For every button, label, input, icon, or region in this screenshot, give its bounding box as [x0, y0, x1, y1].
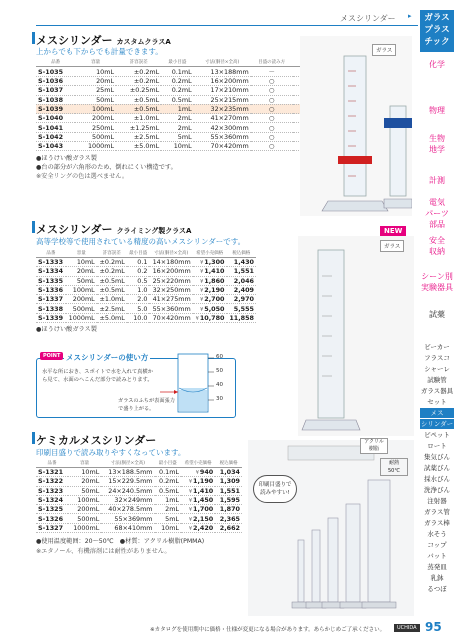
cell-price	[181, 477, 215, 486]
sidebar-subitem-14[interactable]: 注射器	[427, 497, 447, 505]
cell-code: S-1041	[36, 123, 75, 132]
section1-subtitle: カスタムクラスA	[116, 38, 171, 46]
cell-min: 10.0	[127, 313, 150, 322]
table-row	[36, 295, 256, 304]
header-rule	[36, 25, 418, 26]
cell-dim: 13×188.5mm	[101, 468, 154, 477]
cell-cap: 500mL	[68, 514, 101, 523]
cell-tax: 2,662	[215, 523, 242, 532]
section2-subtitle: クライミング製クラスA	[116, 227, 192, 235]
cell-min: 0.5	[127, 276, 150, 285]
callout-bubble	[253, 475, 297, 503]
cell-min: 1mL	[161, 104, 193, 113]
col2-tolerance: 許容誤差	[97, 249, 127, 258]
cell-tax: 1,595	[215, 495, 242, 504]
point-note: ガラスのふちが表面張力で盛り上がる。	[118, 398, 175, 412]
sidebar-subitem-6[interactable]: メス	[420, 408, 454, 418]
col-min-scale: 最小目盛	[161, 58, 193, 67]
sidebar-subitem-16[interactable]: ガラス棒	[424, 519, 450, 527]
cell-min: 1mL	[155, 495, 181, 504]
sidebar-subitem-5[interactable]: セット	[427, 398, 447, 406]
yen-symbol: ¥	[195, 315, 199, 322]
yen-symbol: ¥	[200, 269, 204, 276]
cell-read: ○	[251, 104, 293, 113]
sidebar-item-0[interactable]: 化学	[429, 60, 445, 69]
table-row	[36, 313, 256, 322]
cell-min: 5.0	[127, 304, 150, 313]
footer-note: ※カタログを使用期中に価格・仕様が変更になる場合があります。あらかじめご了承ください。	[150, 627, 386, 633]
col2-dimensions: 寸法(胴径×全高)	[149, 249, 192, 258]
cell-tol: ±0.5mL	[97, 285, 127, 294]
cell-value-price: 2,420	[193, 523, 214, 532]
cell-tol: ±2.5mL	[97, 304, 127, 313]
table-row	[36, 267, 256, 276]
col2-code: 品番	[36, 249, 66, 258]
yen-symbol: ¥	[195, 470, 199, 477]
cell-cap: 100mL	[66, 285, 97, 294]
cell-tax: 1,870	[215, 505, 242, 514]
table-row	[36, 523, 242, 532]
brand-logo: UCHIDA	[394, 624, 420, 632]
sidebar-subitem-8[interactable]: ピペット	[424, 431, 450, 439]
category-sidebar	[420, 10, 454, 622]
section1-title-text: メスシリンダー	[36, 34, 113, 47]
sidebar-subitem-19[interactable]: バット	[427, 552, 447, 560]
yen-symbol: ¥	[188, 488, 192, 495]
cell-code: S-1333	[36, 258, 66, 267]
cell-tol: ±0.2mL	[97, 258, 127, 267]
cell-value-price: 1,450	[193, 496, 214, 505]
sidebar-item-11[interactable]: 実験器具	[421, 283, 453, 292]
cell-tol: ±5.0mL	[116, 142, 161, 151]
cell-cap: 20mL	[75, 77, 116, 86]
sidebar-subitem-0[interactable]: ビーカー	[424, 343, 450, 351]
sidebar-header[interactable]	[420, 10, 454, 52]
col2-min-scale: 最小目盛	[127, 249, 150, 258]
cell-code: S-1035	[36, 67, 75, 77]
col3-tax-price: 税込価格	[215, 459, 242, 468]
cell-cap: 10mL	[68, 468, 101, 477]
cell-read: ○	[251, 95, 293, 104]
cell-price	[193, 258, 227, 267]
cell-read: ○	[251, 86, 293, 95]
cell-code: S-1040	[36, 114, 75, 123]
cell-min: 0.2mL	[161, 77, 193, 86]
sidebar-item-6[interactable]: パーツ	[425, 209, 449, 218]
cell-price	[181, 514, 215, 523]
cell-value-price: 5,050	[204, 304, 225, 313]
cell-tol: ±0.2mL	[97, 267, 127, 276]
acrylic-label	[360, 438, 388, 454]
sidebar-item-12[interactable]: 試薬	[429, 310, 445, 319]
cell-code: S-1327	[36, 523, 68, 532]
cell-price	[181, 468, 215, 477]
table-row	[36, 505, 242, 514]
cell-tol: ±0.2mL	[116, 77, 161, 86]
cell-tol: ±1.0mL	[116, 114, 161, 123]
cell-price	[181, 495, 215, 504]
sidebar-subitem-10[interactable]: 集気びん	[424, 453, 450, 461]
yen-symbol: ¥	[200, 288, 204, 295]
cell-code: S-1325	[36, 505, 68, 514]
cell-code: S-1039	[36, 104, 75, 113]
cell-tol: ±0.5mL	[97, 276, 127, 285]
cell-cap: 10mL	[66, 258, 97, 267]
cell-cap: 50mL	[66, 276, 97, 285]
cell-tol: ±2.5mL	[116, 132, 161, 141]
cell-price	[181, 523, 215, 532]
cell-min: 0.1mL	[155, 468, 181, 477]
table-row	[36, 495, 242, 504]
sidebar-subitem-18[interactable]: コップ	[427, 541, 447, 549]
cell-cap: 50mL	[75, 95, 116, 104]
sidebar-subitem-20[interactable]: 蒸発皿	[427, 563, 447, 571]
section1-note-1: ●ほうけい酸ガラス製	[36, 155, 97, 162]
sidebar-subitem-15[interactable]: ガラス管	[424, 508, 450, 516]
section1-bar	[32, 32, 35, 44]
cell-dim: 16×200mm	[149, 267, 192, 276]
cell-dim: 32×250mm	[149, 285, 192, 294]
section2-note-1: ●ほうけい酸ガラス製	[36, 326, 97, 333]
sidebar-subitem-4[interactable]: ガラス器具	[420, 387, 454, 395]
cell-price	[193, 304, 227, 313]
cell-read: ○	[251, 77, 293, 86]
sidebar-subitem-9[interactable]: ロート	[427, 442, 447, 450]
header-arrow-icon: ▸	[408, 12, 412, 20]
scale-label-50: 50	[216, 368, 223, 374]
table-row	[36, 468, 242, 477]
cell-tax: 1,551	[215, 486, 242, 495]
section3-bar	[32, 432, 35, 444]
section2-photo-label: ガラス	[380, 240, 404, 252]
cell-code: S-1338	[36, 304, 66, 313]
graduated-cylinder-photo-2	[298, 236, 414, 436]
page-number: 95	[425, 620, 442, 634]
cell-tax: 1,034	[215, 468, 242, 477]
acrylic-label-line1: アクリル	[364, 439, 384, 445]
cell-dim: 15×229.5mm	[101, 477, 154, 486]
sidebar-header-line1: ガラス	[424, 13, 450, 23]
cell-code: S-1324	[36, 495, 68, 504]
cell-dim: 32×249mm	[101, 495, 154, 504]
scale-label-30: 30	[216, 396, 223, 402]
cell-code: S-1334	[36, 267, 66, 276]
cell-code: S-1043	[36, 142, 75, 151]
yen-symbol: ¥	[200, 306, 204, 313]
cell-min: 0.5mL	[155, 486, 181, 495]
cell-cap: 100mL	[68, 495, 101, 504]
cell-cap: 200mL	[75, 114, 116, 123]
section2-title	[36, 221, 191, 237]
cell-tax: 5,555	[227, 304, 257, 313]
cell-dim: 55×360mm	[149, 304, 192, 313]
heat-resistance-label	[380, 458, 408, 476]
cell-value-price: 1,190	[193, 477, 214, 486]
table-row	[36, 514, 242, 523]
sidebar-subitem-3[interactable]: 試験管	[427, 376, 447, 384]
callout-line1: 印刷目盛りで	[258, 482, 292, 488]
point-badge: POINT	[40, 352, 63, 360]
cell-code: S-1037	[36, 86, 75, 95]
cell-value-price: 1,410	[193, 486, 214, 495]
col-code: 品番	[36, 58, 75, 67]
section2-table	[36, 249, 256, 323]
cell-tol: ±0.25mL	[116, 86, 161, 95]
cell-read: －	[251, 67, 293, 77]
section1-photo-label: ガラス	[372, 44, 396, 56]
section3-title: ケミカルメスシリンダー	[36, 434, 157, 447]
cell-cap: 50mL	[68, 486, 101, 495]
cell-value-price: 1,860	[204, 276, 225, 285]
sidebar-header-line3: チック	[424, 37, 450, 47]
cell-code: S-1339	[36, 313, 66, 322]
cell-code: S-1322	[36, 477, 68, 486]
cell-tax: 1,309	[215, 477, 242, 486]
cell-cap: 1000mL	[66, 313, 97, 322]
cell-code: S-1326	[36, 514, 68, 523]
cell-min: 10mL	[155, 523, 181, 532]
col-tolerance: 許容誤差	[116, 58, 161, 67]
header-title: メスシリンダー	[340, 14, 396, 23]
cell-price	[193, 267, 227, 276]
cell-cap: 25mL	[75, 86, 116, 95]
yen-symbol: ¥	[200, 260, 204, 267]
section1-note-3: ※安全リングの色は選べません。	[36, 173, 129, 180]
cell-read: ○	[251, 114, 293, 123]
cell-code: S-1337	[36, 295, 66, 304]
section2-bar	[32, 221, 35, 233]
cell-read: ○	[251, 123, 293, 132]
col3-dimensions: 寸法(胴径×全高)	[101, 459, 154, 468]
cell-price	[193, 276, 227, 285]
cell-price	[193, 313, 227, 322]
cell-value-price: 2,150	[193, 514, 214, 523]
cell-cap: 500mL	[66, 304, 97, 313]
cell-dim: 24×240.5mm	[101, 486, 154, 495]
section3-tagline: 印刷目盛りで読み取りやすくなっています。	[36, 448, 186, 457]
cell-cap: 1000mL	[75, 142, 116, 151]
cell-cap: 100mL	[75, 104, 116, 113]
yen-symbol: ¥	[200, 278, 204, 285]
sidebar-item-8[interactable]: 安全	[429, 236, 445, 245]
cell-value-price: 1,700	[193, 505, 214, 514]
cell-value-price: 940	[199, 468, 214, 477]
sidebar-item-7[interactable]: 部品	[429, 220, 445, 229]
cell-cap: 200mL	[68, 505, 101, 514]
cell-dim: 68×410mm	[101, 523, 154, 532]
cell-dim: 41×275mm	[149, 295, 192, 304]
sidebar-subitem-17[interactable]: 水そう	[427, 530, 447, 538]
col3-price: 希望小売価格	[181, 459, 215, 468]
section3-note-2: ※エタノール、有機溶剤には耐性がありません。	[36, 548, 171, 555]
callout-line2: 読みやすい!	[260, 490, 290, 496]
cell-cap: 500mL	[75, 132, 116, 141]
meniscus-diagram	[160, 352, 238, 414]
heat-label-line1: 耐熱	[388, 460, 399, 466]
cell-dim: 55×360mm	[194, 132, 251, 141]
cell-read: ○	[251, 132, 293, 141]
cell-tax: 2,970	[227, 295, 257, 304]
cell-min: 0.1mL	[161, 67, 193, 77]
cell-min: 5mL	[155, 514, 181, 523]
cell-tax: 11,858	[227, 313, 257, 322]
cell-tol: ±1.0mL	[97, 295, 127, 304]
scale-label-40: 40	[216, 382, 223, 388]
cell-value-price: 1,410	[204, 267, 225, 276]
col-capacity: 容量	[75, 58, 116, 67]
cell-cap: 20mL	[66, 267, 97, 276]
col3-code: 品番	[36, 459, 68, 468]
cell-tax: 2,046	[227, 276, 257, 285]
sidebar-item-9[interactable]: 収納	[429, 247, 445, 256]
table-row	[36, 258, 256, 267]
cell-price	[193, 295, 227, 304]
cell-min: 2.0	[127, 295, 150, 304]
cell-cap: 10mL	[75, 67, 116, 77]
point-title: メスシリンダーの使い方	[66, 353, 149, 362]
cell-price	[193, 285, 227, 294]
sidebar-item-2[interactable]: 生物	[429, 134, 445, 143]
yen-symbol: ¥	[188, 498, 192, 505]
cell-code: S-1042	[36, 132, 75, 141]
cell-value-price: 1,300	[204, 258, 225, 267]
cell-code: S-1336	[36, 285, 66, 294]
cell-min: 1.0	[127, 285, 150, 294]
cell-tol: ±1.25mL	[116, 123, 161, 132]
cell-dim: 32×235mm	[194, 104, 251, 113]
cell-min: 2mL	[161, 114, 193, 123]
cell-min: 0.5mL	[161, 95, 193, 104]
col2-price: 希望小売価格	[193, 249, 227, 258]
cell-dim: 70×420mm	[149, 313, 192, 322]
cell-code: S-1335	[36, 276, 66, 285]
cell-tax: 1,551	[227, 267, 257, 276]
cell-tax: 2,365	[215, 514, 242, 523]
cell-dim: 42×300mm	[194, 123, 251, 132]
sidebar-subitem-11[interactable]: 試薬びん	[424, 464, 450, 472]
yen-symbol: ¥	[188, 507, 192, 514]
sidebar-item-1[interactable]: 物理	[429, 106, 445, 115]
yen-symbol: ¥	[200, 297, 204, 304]
cell-value-price: 2,190	[204, 286, 225, 295]
section3-note-1: ●使用温度範囲：20～50℃ ●材質：アクリル樹脂(PMMA)	[36, 538, 205, 545]
table-row	[36, 285, 256, 294]
cell-dim: 13×188mm	[194, 67, 251, 77]
table-row	[36, 276, 256, 285]
cell-tol: ±0.2mL	[116, 67, 161, 77]
cell-price	[181, 486, 215, 495]
cell-dim: 40×278.5mm	[101, 505, 154, 514]
graduated-cylinder-photo-1	[300, 36, 412, 216]
acrylic-label-line2: 樹脂	[368, 446, 379, 452]
sidebar-item-3[interactable]: 地学	[429, 145, 445, 154]
cell-cap: 200mL	[66, 295, 97, 304]
cell-tax: 2,409	[227, 285, 257, 294]
cell-code: S-1038	[36, 95, 75, 104]
sidebar-subitem-13[interactable]: 洗浄びん	[424, 486, 450, 494]
cell-min: 0.2mL	[161, 86, 193, 95]
cell-dim: 17×210mm	[194, 86, 251, 95]
table-row	[36, 304, 256, 313]
table-row	[36, 486, 242, 495]
sidebar-subitem-21[interactable]: 乳鉢	[430, 574, 444, 582]
cell-min: 2mL	[161, 123, 193, 132]
cell-dim: 41×270mm	[194, 114, 251, 123]
col-reading: 目盛の読み方	[251, 58, 293, 67]
cell-code: S-1323	[36, 486, 68, 495]
cell-tol: ±0.5mL	[116, 104, 161, 113]
cell-min: 10mL	[161, 142, 193, 151]
cell-cap: 1000mL	[68, 523, 101, 532]
cell-dim: 70×420mm	[194, 142, 251, 151]
col2-tax-price: 税込価格	[227, 249, 257, 258]
sidebar-subitem-7[interactable]: シリンダー	[420, 420, 454, 428]
cell-min: 0.1	[127, 258, 150, 267]
sidebar-header-line2: プラス	[424, 25, 450, 35]
section3-table	[36, 459, 242, 533]
cell-dim: 25×220mm	[149, 276, 192, 285]
cell-cap: 20mL	[68, 477, 101, 486]
section2-title-text: メスシリンダー	[36, 223, 113, 236]
yen-symbol: ¥	[188, 479, 192, 486]
cell-dim: 25×215mm	[194, 95, 251, 104]
sidebar-item-5[interactable]: 電気	[429, 198, 445, 207]
cell-code: S-1321	[36, 468, 68, 477]
cell-dim: 55×369mm	[101, 514, 154, 523]
sidebar-item-4[interactable]: 計測	[429, 176, 445, 185]
cell-cap: 250mL	[75, 123, 116, 132]
point-text: 水平な所におき、スポイトで水を入れて真横から見て、水面のへこんだ部分で読みとります。	[42, 369, 154, 383]
cell-tol: ±0.5mL	[116, 95, 161, 104]
cell-value-price: 2,700	[204, 295, 225, 304]
sidebar-subitem-2[interactable]: シャーレ	[424, 365, 450, 373]
cell-code: S-1036	[36, 77, 75, 86]
heat-label-line2: 50℃	[388, 468, 400, 474]
cell-min: 2mL	[155, 505, 181, 514]
yen-symbol: ¥	[188, 525, 192, 532]
cell-min: 0.2mL	[155, 477, 181, 486]
cell-tax: 1,430	[227, 258, 257, 267]
section2-tagline: 高等学校等で使用されている精度の高いメスシリンダーです。	[36, 237, 246, 246]
sidebar-item-10[interactable]: シーン別	[421, 272, 453, 281]
sidebar-subitem-12[interactable]: 採水びん	[424, 475, 450, 483]
cell-value-price: 10,780	[199, 313, 225, 322]
cell-tol: ±5.0mL	[97, 313, 127, 322]
col3-min-scale: 最小目盛	[155, 459, 181, 468]
new-badge: NEW	[380, 226, 406, 236]
section1-note-2: ●台の部分が六角形のため、倒れにくい構造です。	[36, 164, 177, 171]
cell-min: 0.2	[127, 267, 150, 276]
sidebar-subitem-1[interactable]: フラスコ	[424, 354, 450, 362]
col-dimensions: 寸法(胴径×全高)	[194, 58, 251, 67]
cell-price	[181, 505, 215, 514]
cell-dim: 14×180mm	[149, 258, 192, 267]
col3-capacity: 容量	[68, 459, 101, 468]
cell-read: ○	[251, 142, 293, 151]
cell-dim: 16×200mm	[194, 77, 251, 86]
table-row	[36, 477, 242, 486]
yen-symbol: ¥	[188, 516, 192, 523]
col2-capacity: 容量	[66, 249, 97, 258]
cell-min: 5mL	[161, 132, 193, 141]
section1-tagline: 上からでも下からでも計量できます。	[36, 47, 163, 56]
sidebar-subitem-22[interactable]: るつぼ	[427, 585, 447, 593]
scale-label-60: 60	[216, 354, 223, 360]
